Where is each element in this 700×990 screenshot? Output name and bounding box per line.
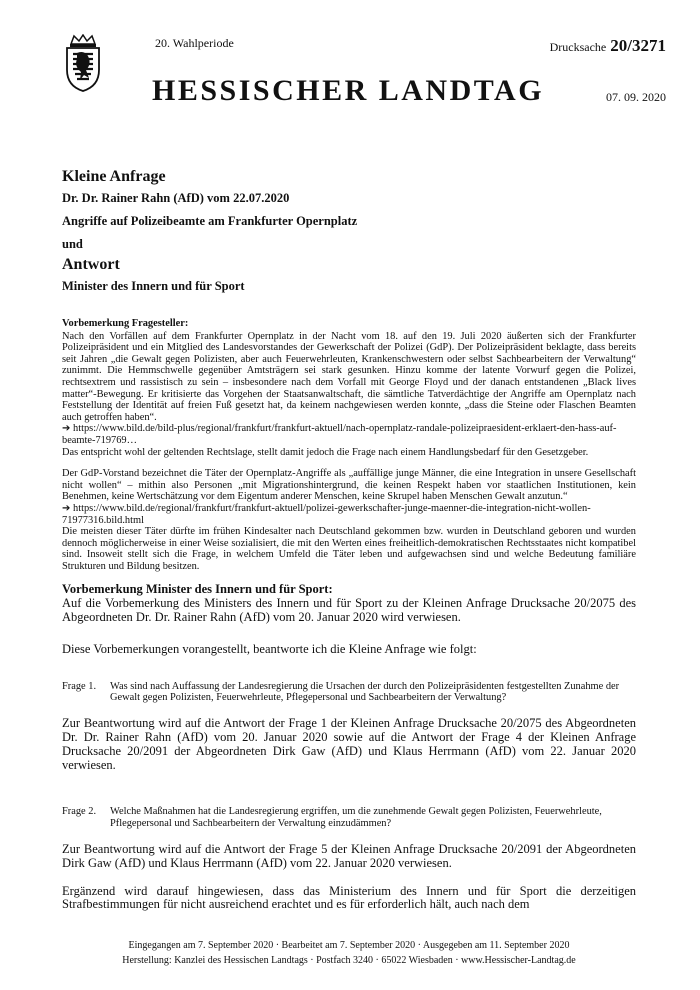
question-2-label: Frage 2. [62,806,97,818]
question-2 [62,806,636,830]
footer-dates: Eingegangen am 7. September 2020 · Bearbeitet am 7. September 2020 · Ausgegeben am 11. September 2020 [128,940,570,951]
question-1-label: Frage 1. [62,680,97,692]
arrow-right-icon: ➔ [62,502,71,514]
document-heading [62,168,662,302]
parliament-title: HESSISCHER LANDTAG [152,74,545,107]
intro-text: Diese Vorbemerkungen vorangestellt, beantworte ich die Kleine Anfrage wie folgt: [62,641,477,656]
source-link-2-text: https://www.bild.de/regional/frankfurt/frankfurt-aktuell/polizei-gewerkschafter-junge-maenner-die-integration-nicht-wollen-71977316.bild.html [62,502,591,526]
document-body [62,318,636,912]
heading-type-anfrage: Kleine Anfrage [62,168,166,185]
source-link-2[interactable] [62,503,636,526]
heading-type-antwort: Antwort [62,256,120,273]
source-link-1-text: https://www.bild.de/bild-plus/regional/frankfurt/frankfurt-aktuell/nach-opernplatz-randale-polizeipraesident-erklaert-den-hass-auf-beamte-719769… [62,423,617,446]
heading-und: und [62,237,83,251]
vorbemerkung-fragesteller-para2: Der GdP-Vorstand bezeichnet die Täter der Opernplatz-Angriffe als „auffällige junge Männer, die eine Integration in unsere Gesellschaft nicht wollen“ – mithin also Personen „mit Migrationshintergrund, die keinen Respekt haben vor staatlichen Institutionen, kein Benehmen, keine Wertschätzung vor dem Eigentum anderer Menschen, keine Skrupel haben Menschen Gewalt anzutun.“ [62,468,636,503]
vorbemerkung-minister-heading: Vorbemerkung Minister des Innern und für Sport: [62,582,333,597]
document-date: 07. 09. 2020 [606,90,666,104]
question-1-text: Was sind nach Auffassung der Landesregierung die Ursachen der durch den Polizeipräsidenten festgestellten Zunahme der Gewalt gegen Polizisten, Feuerwehrleute, Pflegepersonal und Sachbearbeitern der Verwaltung? [110,680,620,704]
vorbemerkung-fragesteller-heading: Vorbemerkung Fragesteller: [62,318,189,329]
drucksache-label: Drucksache [549,40,607,54]
answer-2: Zur Beantwortung wird auf die Antwort der Frage 5 der Kleinen Anfrage Drucksache 20/2091 der Abgeordneten Dirk Gaw (AfD) und Klaus Herrmann (AfD) vom 22. Januar 2020 verwiesen. [62,842,636,870]
question-1 [62,681,636,705]
vorbemerkung-fragesteller-para1: Nach den Vorfällen auf dem Frankfurter Opernplatz in der Nacht vom 18. auf den 19. Juli 2020 äußerten sich der Frankfurter Polizeipräsident und ein Mitglied des Landesvorstandes der Gewerkschaft der Polizei (GdP). Der Polizeipräsident beklagte, dass bereits seit Jahren „die Gewalt gegen Polizisten, aber auch Feuerwehrleuten, Krankenschwestern oder selbst Sachbearbeitern der Verwaltung“ zunimmt. Die Hemmschwelle gegenüber Amtsträgern sei stark gesunken. Hinzu komme der latente Vorwurf gegen die Polizei, rechtsextrem und rassistisch zu sein – insbesondere nach dem Vorfall mit George Floyd und der danach entstandenen „Black lives matter“-Bewegung. Er kritisierte das Vorgehen der Staatsanwaltschaft, die sämtliche Tatverdächtige der Angriffe am Opernplatz nach Feststellung der Identität auf freien Fuß gesetzt hat, da keinem nachgewiesen werden konnte, „dass die Steine oder Flaschen Beamten auch getroffen haben“. [62,330,636,423]
hessen-coat-of-arms-icon [62,34,104,92]
document-footer [62,938,636,968]
heading-subject: Angriffe auf Polizeibeamte am Frankfurter Opernplatz [62,214,358,228]
drucksache-number: 20/3271 [610,36,666,55]
vorbemerkung-minister-text: Auf die Vorbemerkung des Ministers des Innern und für Sport zu der Kleinen Anfrage Drucksache 20/2075 des Abgeordneten Dr. Dr. Rainer Rahn (AfD) vom 20. Januar 2020 wird verwiesen. [62,596,636,625]
arrow-right-icon: ➔ [62,423,71,435]
vorbemerkung-fragesteller-para2b: Die meisten dieser Täter dürfte im frühen Kindesalter nach Deutschland gekommen bzw. wurden in Deutschland geboren und wurden dennoch möglicherweise in einer Weise sozialisiert, die mit den Werten eines freiheitlich-demokratischen Rechtsstaates nicht kompatibel sind. Insoweit stellt sich die Frage, in welchem Umfeld die Täter leben und aufgewachsen sind und welche Bedeutung familiäre Strukturen und Bildung besitzen. [62,526,636,572]
source-link-1[interactable] [62,423,636,446]
heading-minister: Minister des Innern und für Sport [62,279,245,293]
question-2-text: Welche Maßnahmen hat die Landesregierung ergriffen, um die zunehmende Gewalt gegen Polizisten, Feuerwehrleute, Pflegepersonal und Sachbearbeitern der Verwaltung einzudämmen? [110,806,602,830]
answer-1: Zur Beantwortung wird auf die Antwort der Frage 1 der Kleinen Anfrage Drucksache 20/2075 des Abgeordneten Dr. Dr. Rainer Rahn (AfD) vom 20. Januar 2020 sowie auf die Antwort der Frage 4 der Kleinen Anfrage Drucksache 20/2091 der Abgeordneten Dirk Gaw (AfD) und Klaus Herrmann (AfD) vom 22. Januar 2020 verwiesen. [62,716,636,772]
answer-2-continued: Ergänzend wird darauf hingewiesen, dass das Ministerium des Innern und für Sport die derzeitigen Strafbestimmungen für nicht ausreichend erachtet und es für erforderlich hält, auch nach dem [62,883,636,912]
heading-author: Dr. Dr. Rainer Rahn (AfD) vom 22.07.2020 [62,191,290,205]
vorbemerkung-fragesteller-para1b: Das entspricht wohl der geltenden Rechtslage, stellt damit jedoch die Frage nach einem Handlungsbedarf für den Gesetzgeber. [62,446,589,458]
footer-publisher: Herstellung: Kanzlei des Hessischen Landtags · Postfach 3240 · 65022 Wiesbaden · www.Hessischer-Landtag.de [122,955,576,966]
wahlperiode: 20. Wahlperiode [155,36,234,50]
drucksache [550,36,666,56]
